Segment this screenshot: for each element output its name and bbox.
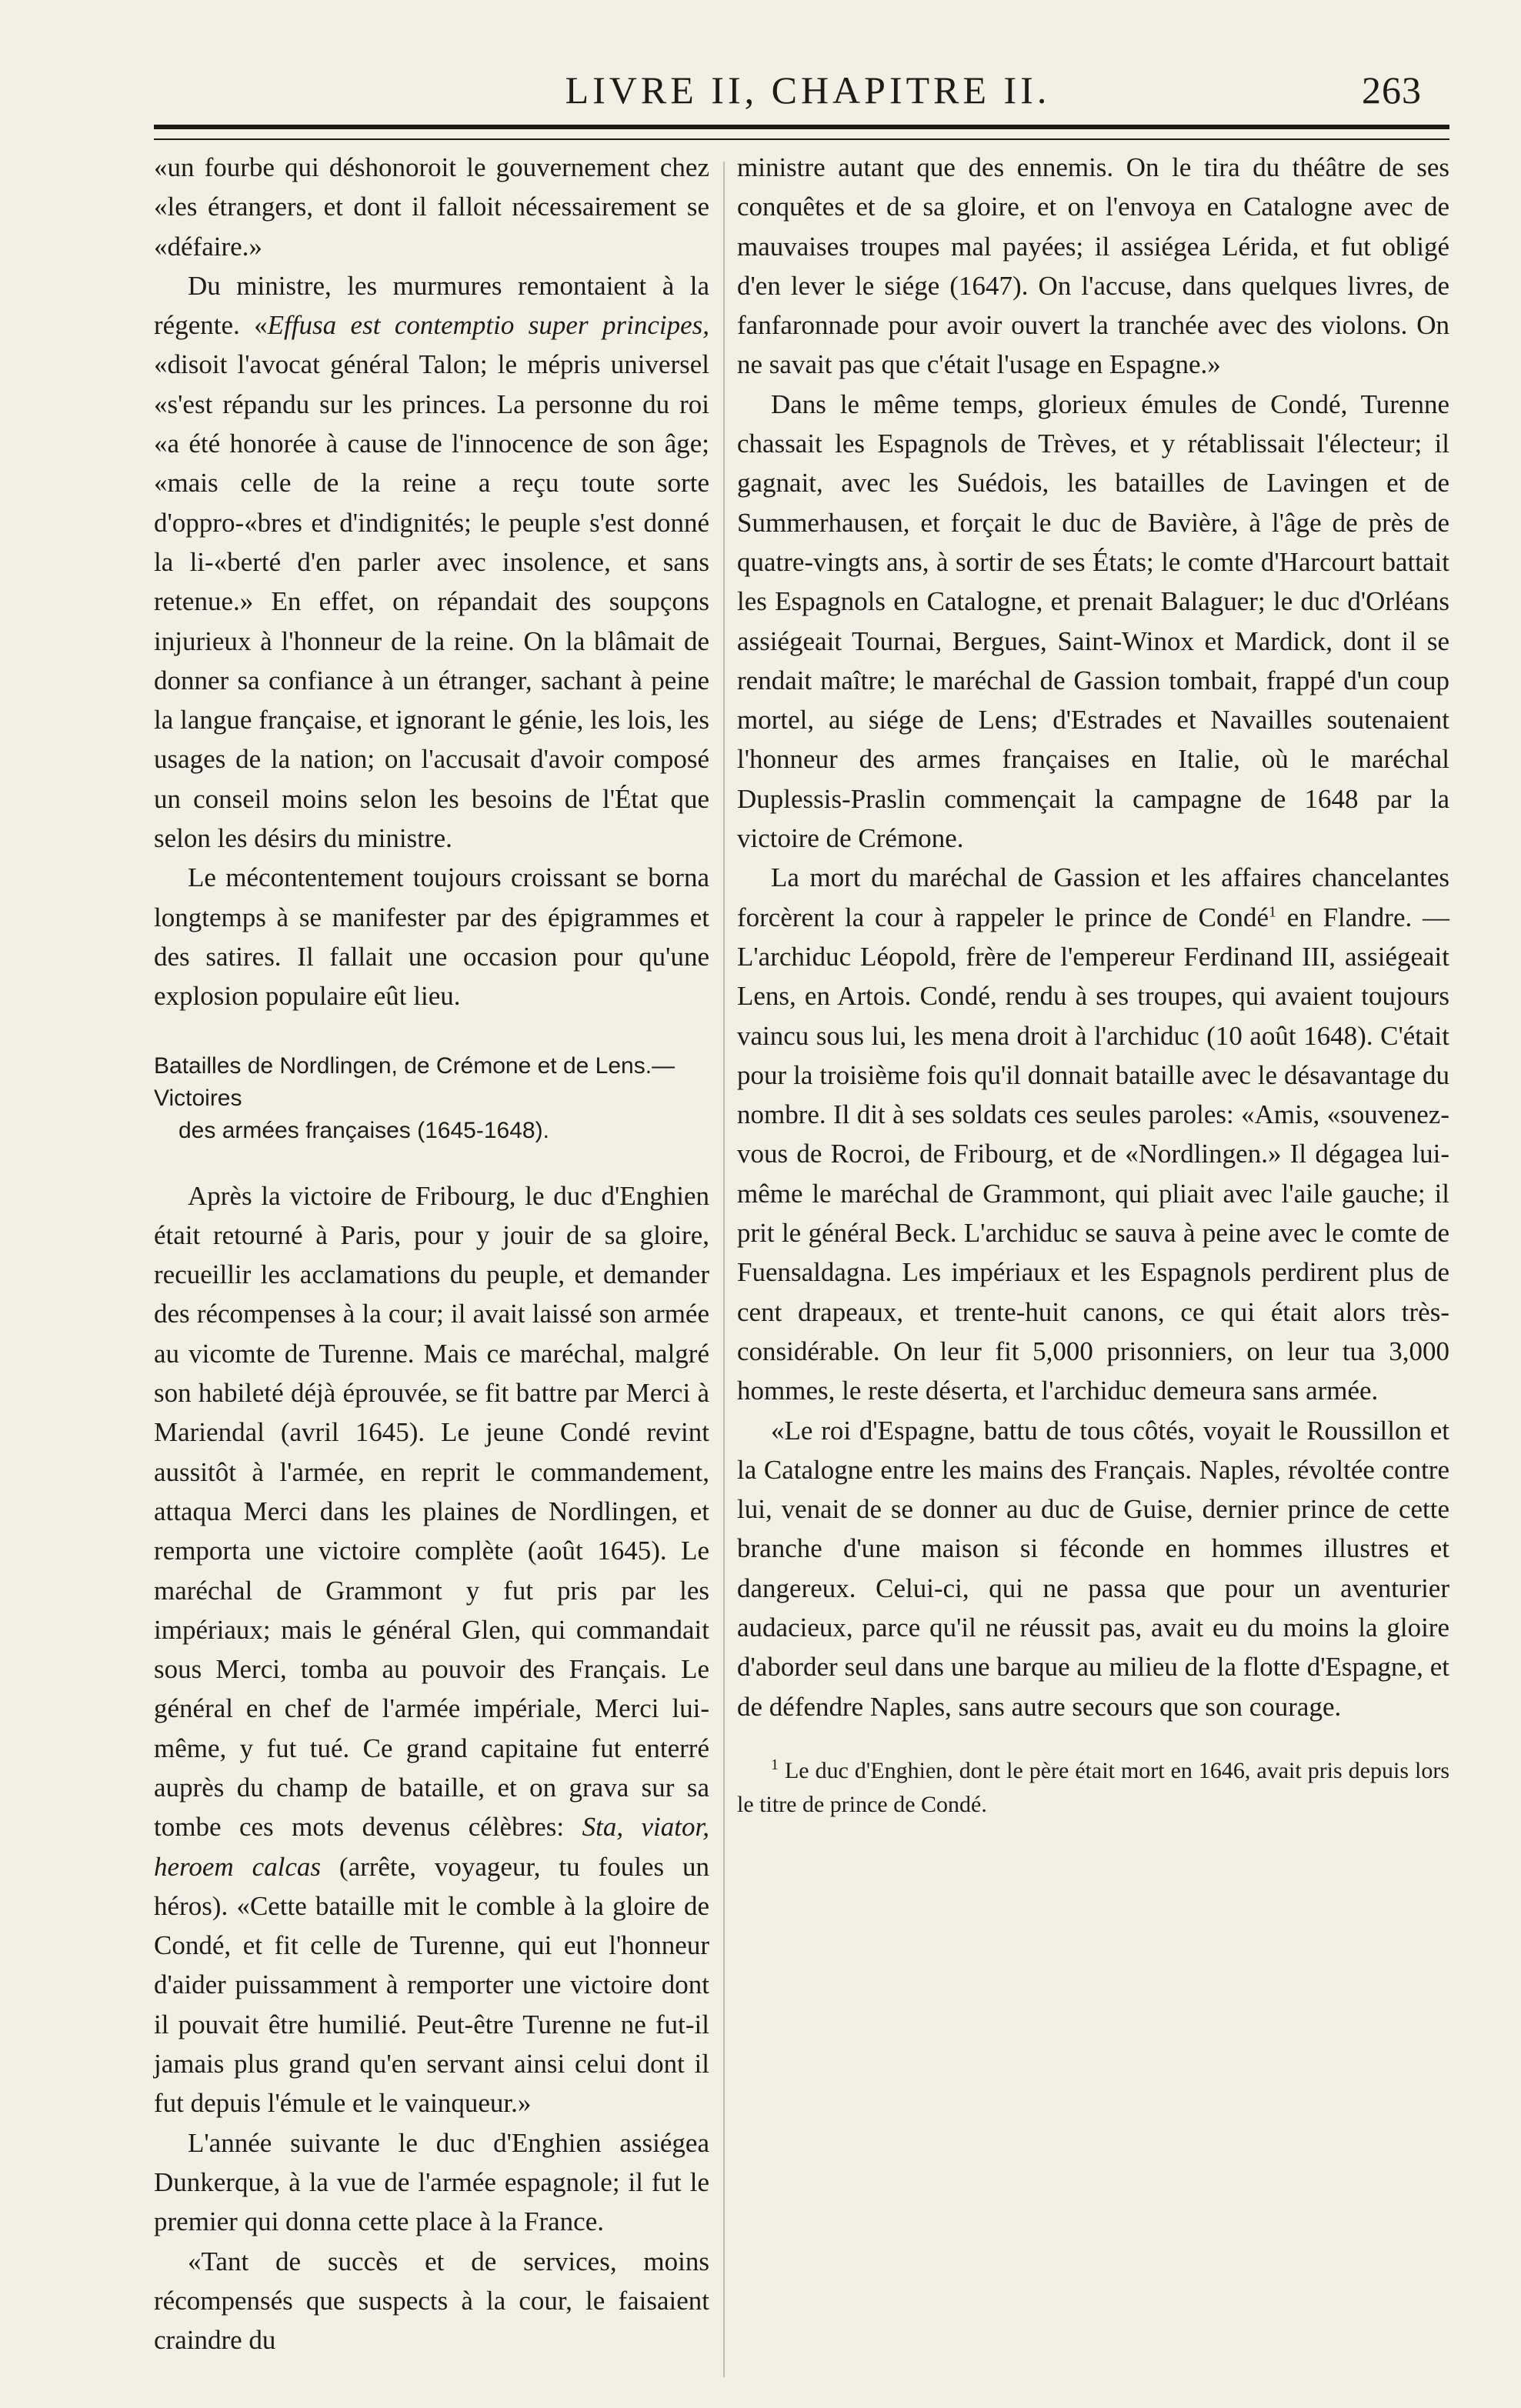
paragraph: Dans le même temps, glorieux émules de Condé, Turenne chassait les Espagnols de Trèves, et y rétablissait l'électeur; il gagnait, avec les Suédois, les batailles de Lavingen et de Summerhausen, et forçait le duc de Bavière, à l'âge de près de quatre-vingts ans, à sortir de ses États; le comte d'Harcourt battait les Espagnols en Catalogne, et prenait Balaguer; le duc d'Orléans assiégeait Tournai, Bergues, Saint-Winox et Mardick, dont il se rendait maître; le maréchal de Gassion tombait, frappé d'un coup mortel, au siége de Lens; d'Estrades et Navailles soutenaient l'honneur des armes françaises en Italie, où le maréchal Duplessis-Praslin commençait la campagne de 1648 par la victoire de Crémone. xyxy=(737,389,1449,854)
running-title: LIVRE II, CHAPITRE II. xyxy=(565,68,1051,112)
paragraph: Le mécontentement toujours croissant se borna longtemps à se manifester par des épigrammes et des satires. Il fallait une occasion pour qu'une explosion populaire eût lieu. xyxy=(154,862,709,1012)
paragraph: ministre autant que des ennemis. On le tira du théâtre de ses conquêtes et de sa gloire, et on l'envoya en Catalogne avec de mauvaises troupes mal payées; il assiégea Lérida, et fut obligé d'en lever le siége (1647). On l'accuse, dans quelques livres, de fanfaronnade pour avoir ouvert la tranchée avec des violons. On ne savait pas que c'était l'usage en Espagne.» xyxy=(737,152,1449,380)
latin-quote: Effusa est contemptio super principes, xyxy=(267,310,710,341)
text-run: en Flandre. — L'archiduc Léopold, frère de l'empereur Ferdinand III, assiégeait Lens, en Artois. Condé, rendu à ses troupes, qui avaient toujours vaincu sous lui, les mena droit à l'archiduc (10 août 1648). C'était pour la troisième fois qu'il donnait bataille avec le désavantage du nombre. Il dit à ses soldats ces seules paroles: «Amis, «souvenez-vous de Rocroi, de Fribourg, et de «Nordlingen.» Il dégagea lui-même le maréchal de Grammont, qui pliait avec l'aile gauche; il prit le général Beck. L'archiduc se sauva à peine avec le comte de Fuensaldagna. Les impériaux et les Espagnols perdirent plus de cent drapeaux, et trente-huit canons, ce qui était alors très-considérable. On leur fit 5,000 prisonniers, on leur tua 3,000 hommes, le reste déserta, et l'archiduc demeura sans armée. xyxy=(737,902,1449,1406)
running-head xyxy=(154,68,1462,114)
paragraph: L'année suivante le duc d'Enghien assiégea Dunkerque, à la vue de l'armée espagnole; il fut le premier qui donna cette place à la France. xyxy=(154,2127,709,2237)
paragraph xyxy=(154,266,709,858)
footnote-marker: 1 xyxy=(771,1756,779,1773)
paragraph: «Tant de succès et de services, moins récompensés que suspects à la cour, le faisaient craindre du xyxy=(154,2246,709,2356)
section-heading-line: des armées françaises (1645-1648). xyxy=(178,1117,549,1143)
page-number: 263 xyxy=(1362,68,1422,112)
section-heading xyxy=(154,1050,709,1147)
text-run: (arrête, voyageur, tu foules un héros). «Cette bataille mit le comble à la gloire de Condé, et fit celle de Turenne, qui eut l'honneur d'aider puissamment à remporter une victoire dont il pouvait être humilié. Peut-être Turenne ne fut-il jamais plus grand qu'en servant ainsi celui dont il fut depuis l'émule et le vainqueur.» xyxy=(154,1851,709,2119)
left-column xyxy=(154,148,709,2360)
footnote xyxy=(737,1754,1449,1822)
header-rule xyxy=(154,125,1449,140)
footnote-reference[interactable]: 1 xyxy=(1269,902,1277,920)
section-heading-line: Batailles de Nordlingen, de Crémone et de Lens.—Victoires xyxy=(154,1052,675,1111)
latin-epitaph: Sta, viator, heroem calcas xyxy=(154,1812,710,1882)
paragraph xyxy=(737,858,1449,1410)
text-run: Après la victoire de Fribourg, le duc d'Enghien était retourné à Paris, pour y jouir de sa gloire, recueillir les acclamations du peuple, et demander des récompenses à la cour; il avait laissé son armée au vicomte de Turenne. Mais ce maréchal, malgré son habileté déjà éprouvée, se fit battre par Merci à Mariendal (avril 1645). Le jeune Condé revint aussitôt à l'armée, en reprit le commandement, attaqua Merci dans les plaines de Nordlingen, et remporta une victoire complète (août 1645). Le maréchal de Grammont y fut pris par les impériaux; mais le général Glen, qui commandait sous Merci, tomba au pouvoir des Français. Le général en chef de l'armée impériale, Merci lui-même, y fut tué. Ce grand capitaine fut enterré auprès du champ de bataille, et on grava sur sa tombe ces mots devenus célèbres: xyxy=(154,1180,709,1843)
text-run: La mort du maréchal de Gassion et les affaires chancelantes forcèrent la cour à rappeler le prince de Condé xyxy=(737,862,1449,932)
column-divider xyxy=(723,162,725,2377)
paragraph xyxy=(154,1176,709,2123)
footnote-text: Le duc d'Enghien, dont le père était mort en 1646, avait pris depuis lors le titre de prince de Condé. xyxy=(737,1757,1449,1817)
paragraph: «un fourbe qui déshonoroit le gouvernement chez «les étrangers, et dont il falloit nécessairement se «défaire.» xyxy=(154,152,709,262)
right-column xyxy=(737,148,1449,1822)
text-run: «disoit l'avocat général Talon; le mépris universel «s'est répandu sur les princes. La personne du roi «a été honorée à cause de l'innocence de son âge; «mais celle de la reine a reçu toute sorte d'oppro-«bres et d'indignités; le peuple s'est donné la li-«berté d'en parler avec insolence, et sans retenue.» En effet, on répandait des soupçons injurieux à l'honneur de la reine. On la blâmait de donner sa confiance à un étranger, sachant à peine la langue française, et ignorant le génie, les lois, les usages de la nation; on l'accusait d'avoir composé un conseil moins selon les besoins de l'État que selon les désirs du ministre. xyxy=(154,349,709,854)
text-run: Du ministre, les murmures remontaient à la régente. « xyxy=(154,270,709,341)
paragraph: «Le roi d'Espagne, battu de tous côtés, voyait le Roussillon et la Catalogne entre les mains des Français. Naples, révoltée contre lui, venait de se donner au duc de Guise, dernier prince de cette branche d'une maison si féconde en hommes illustres et dangereux. Celui-ci, qui ne passa que pour un aventurier audacieux, parce qu'il ne réussit pas, avait eu du moins la gloire d'aborder seul dans une barque au milieu de la flotte d'Espagne, et de défendre Naples, sans autre secours que son courage. xyxy=(737,1415,1449,1722)
